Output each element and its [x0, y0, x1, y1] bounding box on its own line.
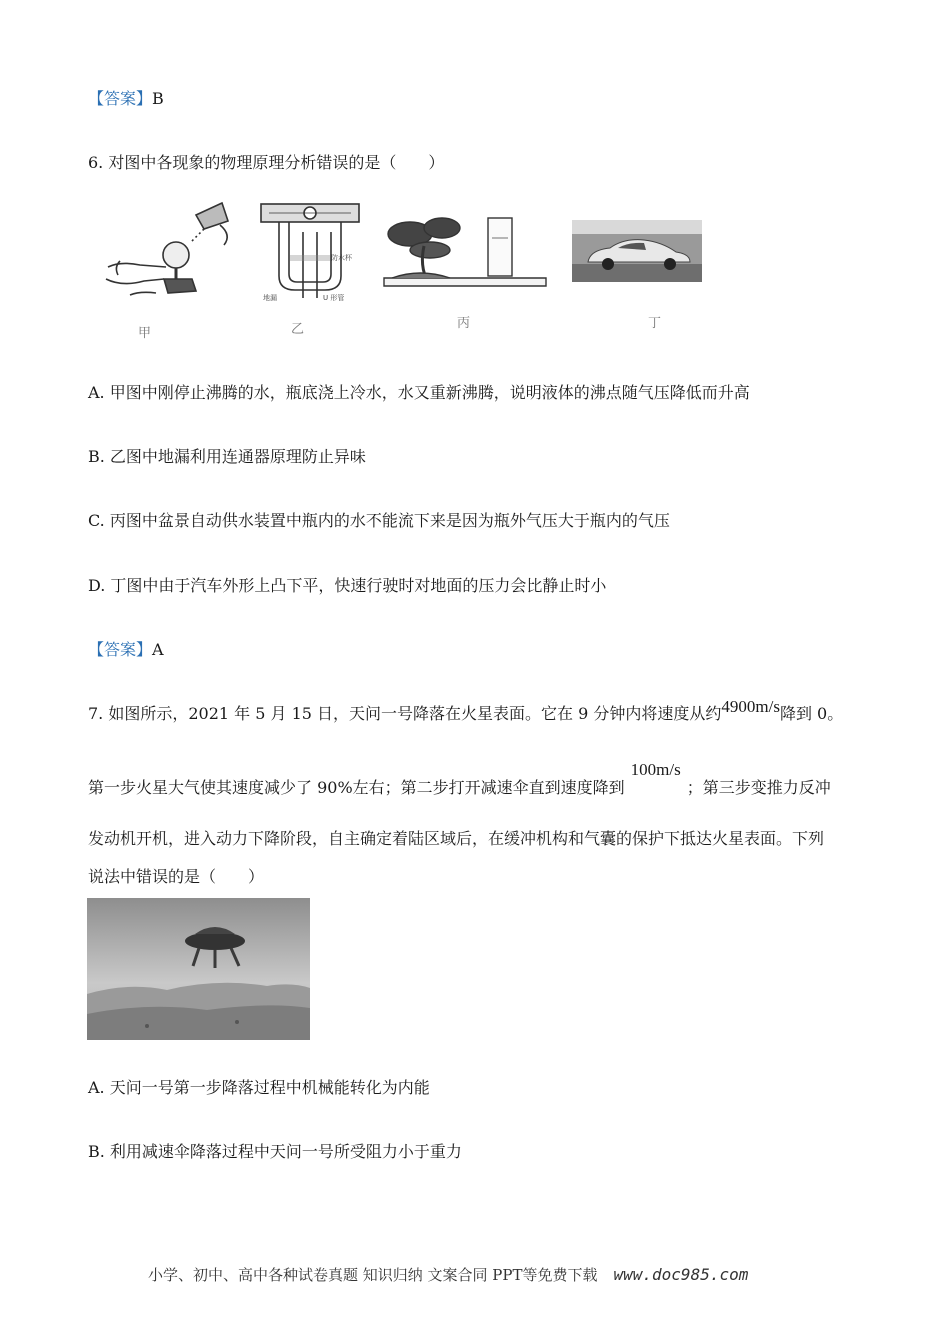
- speed-4900: 4900m/s: [721, 697, 780, 716]
- caption-bing: 丙: [457, 316, 471, 331]
- answer-5: [88, 88, 164, 110]
- label-dilou: 地漏: [263, 294, 277, 302]
- q7-text: ；第三步变推力反冲: [686, 778, 831, 797]
- q7-text: 第一步火星大气使其速度减少了 90%左右；第二步打开减速伞直到速度降到: [88, 778, 625, 797]
- question-7-line-3: 发动机开机，进入动力下降阶段，自主确定着陆区域后，在缓冲机构和气囊的保护下抵达火星表面。下列: [88, 829, 825, 848]
- figure-yi: [255, 198, 365, 308]
- question-6-stem: 6. 对图中各现象的物理原理分析错误的是（ ）: [88, 153, 445, 172]
- footer-site-link[interactable]: www.doc985.com: [613, 1265, 749, 1284]
- speed-100: 100m/s: [630, 760, 681, 779]
- caption-jia: 甲: [138, 326, 152, 341]
- figure-tianwen-landing: [87, 898, 310, 1040]
- q6-option-b: B. 乙图中地漏利用连通器原理防止异味: [88, 447, 366, 466]
- answer-value: A: [152, 640, 164, 659]
- footer: [148, 1264, 748, 1285]
- answer-value: B: [152, 89, 164, 108]
- answer-tag: 【答案】: [88, 640, 153, 659]
- q7-option-b: B. 利用减速伞降落过程中天问一号所受阻力小于重力: [88, 1142, 462, 1161]
- q6-option-d: D. 丁图中由于汽车外形上凸下平，快速行驶时对地面的压力会比静止时小: [88, 576, 607, 595]
- q6-option-a: A. 甲图中刚停止沸腾的水，瓶底浇上冷水，水又重新沸腾，说明液体的沸点随气压降低而升高: [88, 383, 750, 402]
- figure-jia: [100, 195, 235, 305]
- q6-option-c: C. 丙图中盆景自动供水装置中瓶内的水不能流下来是因为瓶外气压大于瓶内的气压: [88, 511, 670, 530]
- figure-bing: [380, 198, 550, 298]
- answer-6: [88, 639, 164, 661]
- caption-ding: 丁: [648, 316, 662, 331]
- figure-ding: [572, 220, 702, 282]
- q7-option-a: A. 天问一号第一步降落过程中机械能转化为内能: [88, 1078, 430, 1097]
- question-7-line-1: [88, 697, 844, 725]
- question-7-line-2: [88, 760, 831, 799]
- answer-tag: 【答案】: [88, 89, 153, 108]
- caption-yi: 乙: [291, 322, 305, 337]
- label-u-tube: U 形管: [323, 294, 345, 302]
- footer-text: 小学、初中、高中各种试卷真题 知识归纳 文案合同 PPT等免费下载: [148, 1266, 598, 1284]
- label-fangshuibei: 防水杯: [331, 254, 352, 262]
- q7-text: 降到 0。: [779, 704, 844, 723]
- q7-text: 7. 如图所示，2021 年 5 月 15 日，天问一号降落在火星表面。它在 9 分钟内将速度从约: [88, 704, 722, 723]
- question-7-line-4: 说法中错误的是（ ）: [88, 867, 265, 886]
